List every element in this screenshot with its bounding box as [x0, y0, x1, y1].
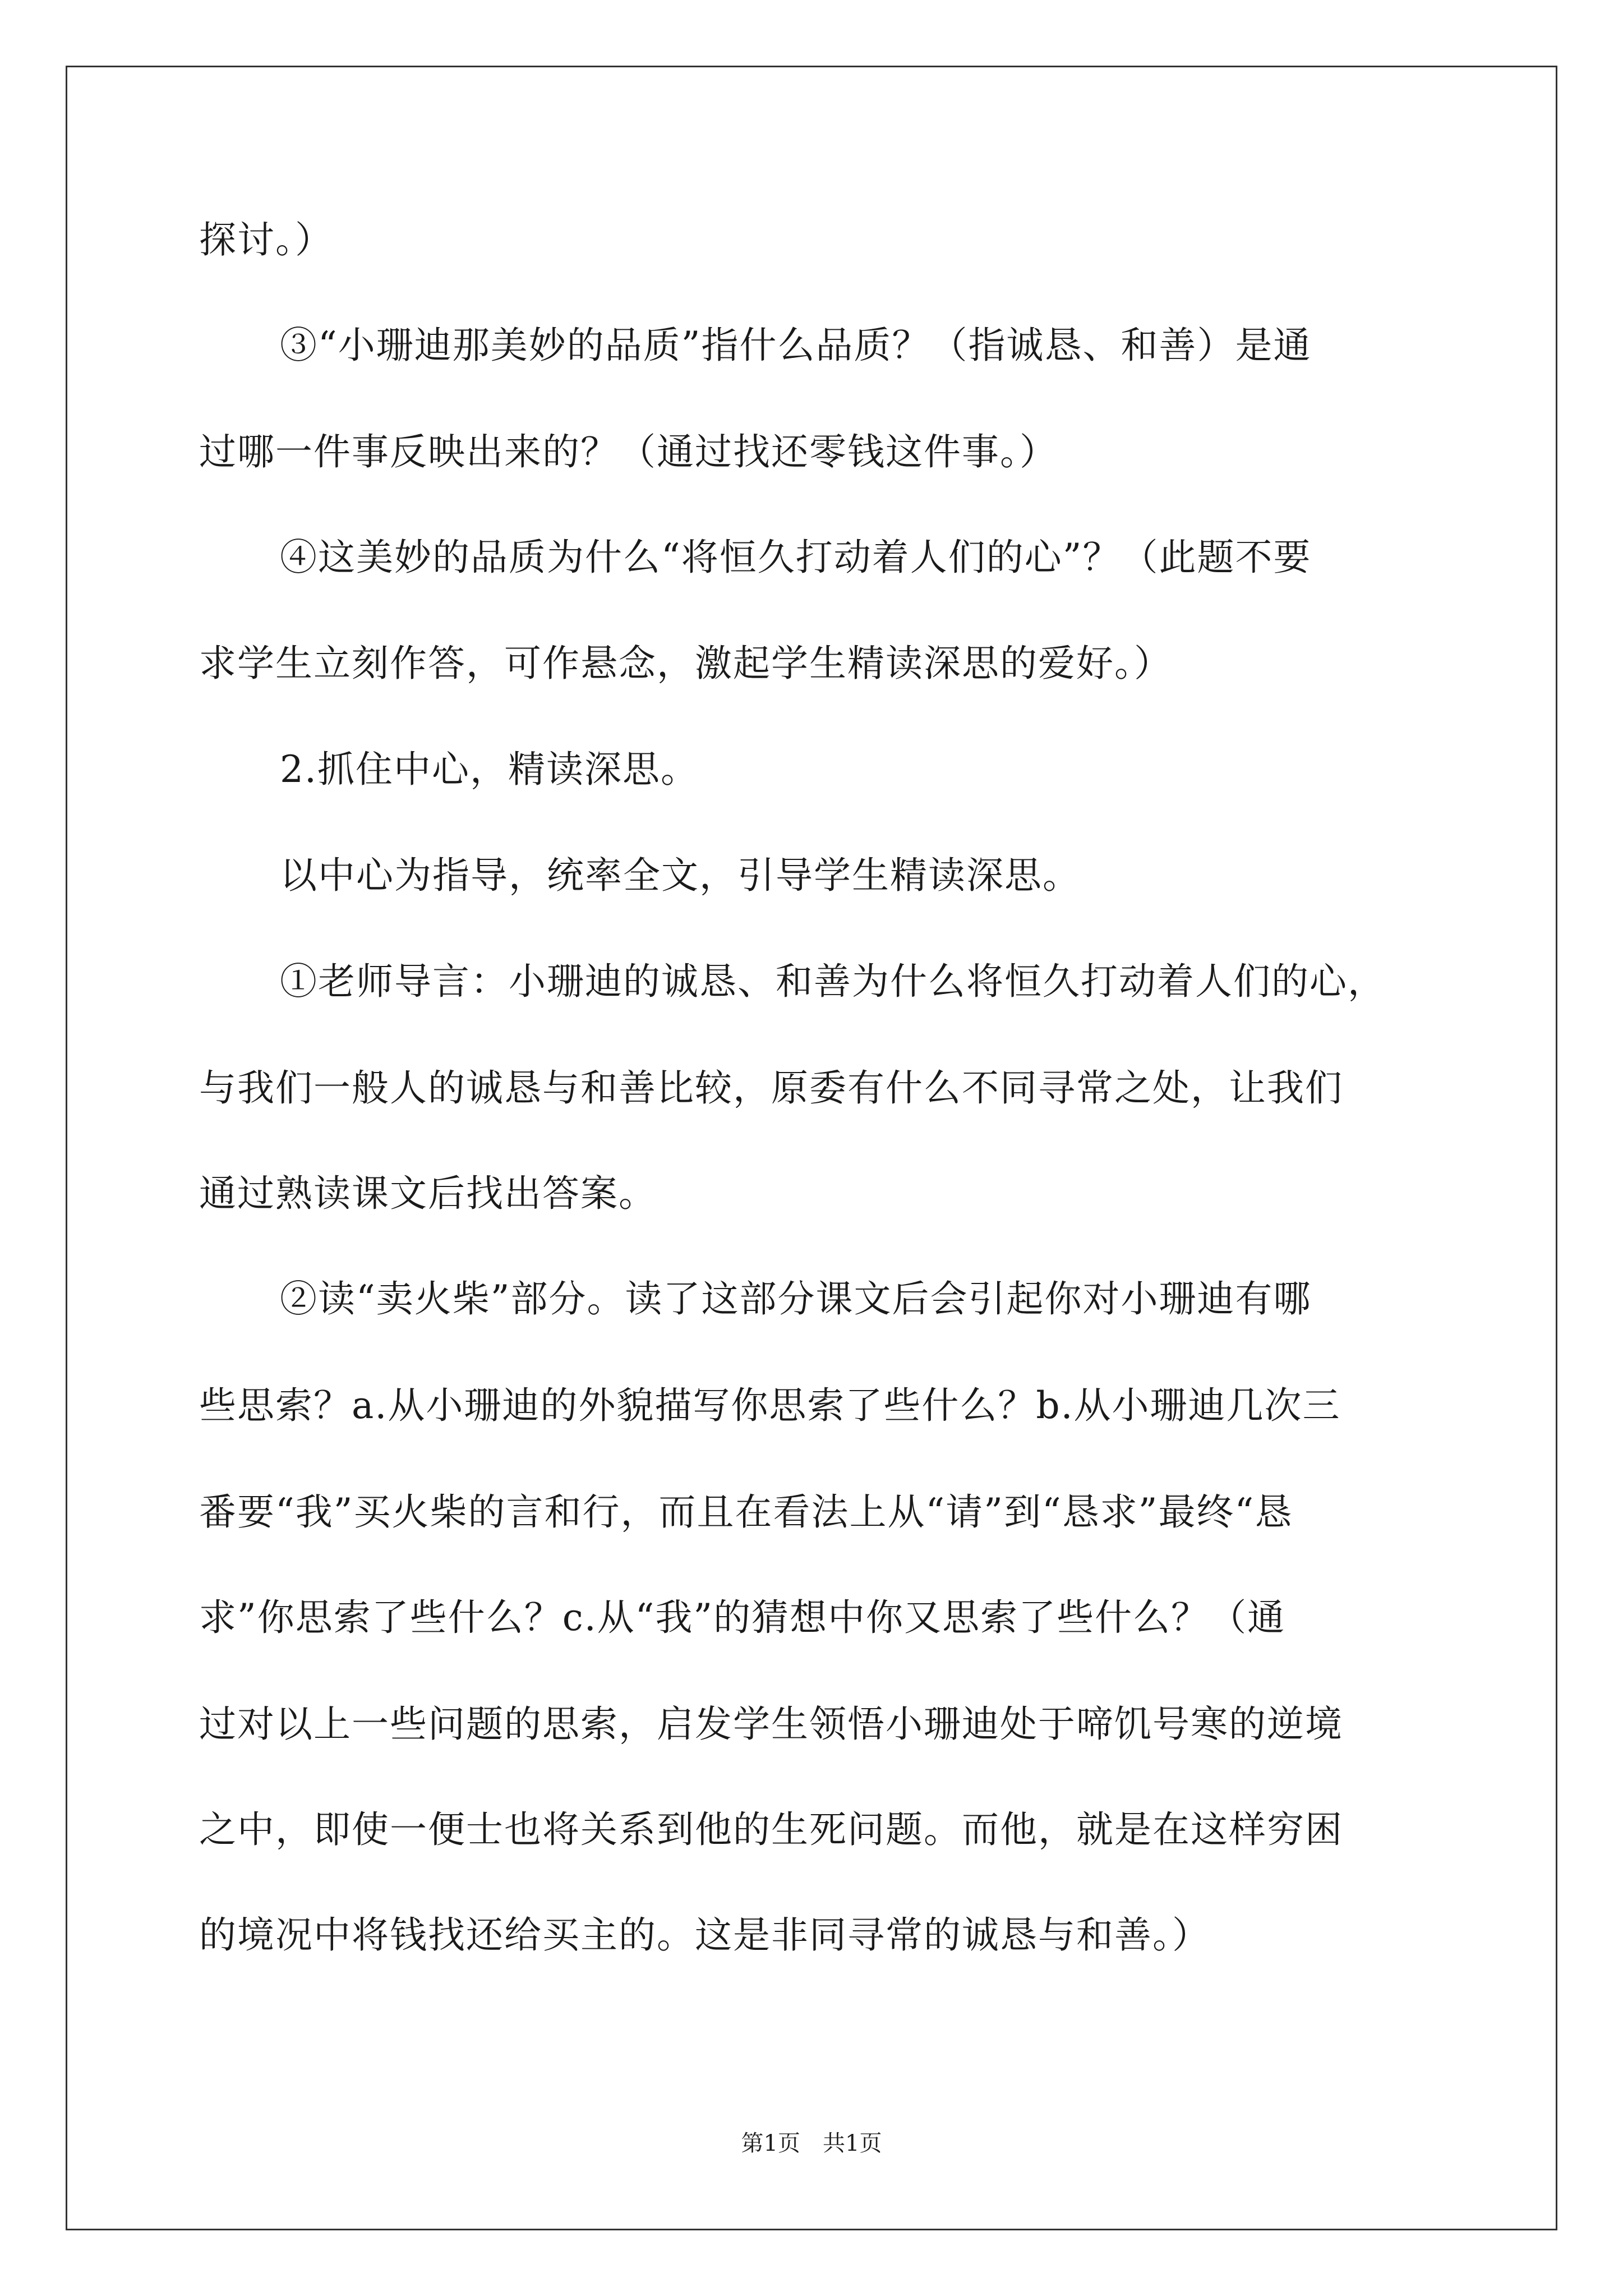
page-border: [66, 66, 1557, 2230]
text-line: ③“小珊迪那美妙的品质”指什么品质？（指诚恳、和善）是通: [280, 324, 1312, 367]
text-line: 之中，即使一便士也将关系到他的生死问题。而他，就是在这样穷困: [199, 1808, 1343, 1851]
text-line: 求学生立刻作答，可作悬念，激起学生精读深思的爱好。）: [199, 642, 1172, 685]
section-heading: 2.抓住中心，精读深思。: [280, 748, 699, 791]
text-line: 过对以上一些问题的思索，启发学生领悟小珊迪处于啼饥号寒的逆境: [199, 1703, 1343, 1746]
text-line: ②读“卖火柴”部分。读了这部分课文后会引起你对小珊迪有哪: [280, 1277, 1312, 1320]
text-line: 的境况中将钱找还给买主的。这是非同寻常的诚恳与和善。）: [199, 1913, 1210, 1957]
text-line: 过哪一件事反映出来的？（通过找还零钱这件事。）: [199, 430, 1058, 473]
text-line: ④这美妙的品质为什么“将恒久打动着人们的心”？（此题不要: [280, 536, 1312, 579]
text-line: 与我们一般人的诚恳与和善比较，原委有什么不同寻常之处，让我们: [199, 1066, 1343, 1110]
text-line: 探讨。）: [199, 218, 333, 261]
page-footer: 第1页 共1页: [741, 2131, 882, 2156]
text-line: 通过熟读课文后找出答案。: [199, 1172, 657, 1215]
text-line: 番要“我”买火柴的言和行，而且在看法上从“请”到“恳求”最终“恳: [199, 1490, 1293, 1534]
text-line: 以中心为指导，统率全文，引导学生精读深思。: [280, 854, 1081, 897]
text-line: 求”你思索了些什么？c.从“我”的猜想中你又思索了些什么？（通: [199, 1596, 1286, 1639]
text-line: 些思索？a.从小珊迪的外貌描写你思索了些什么？b.从小珊迪几次三: [199, 1384, 1341, 1427]
text-line: ①老师导言：小珊迪的诚恳、和善为什么将恒久打动着人们的心，: [280, 960, 1386, 1003]
